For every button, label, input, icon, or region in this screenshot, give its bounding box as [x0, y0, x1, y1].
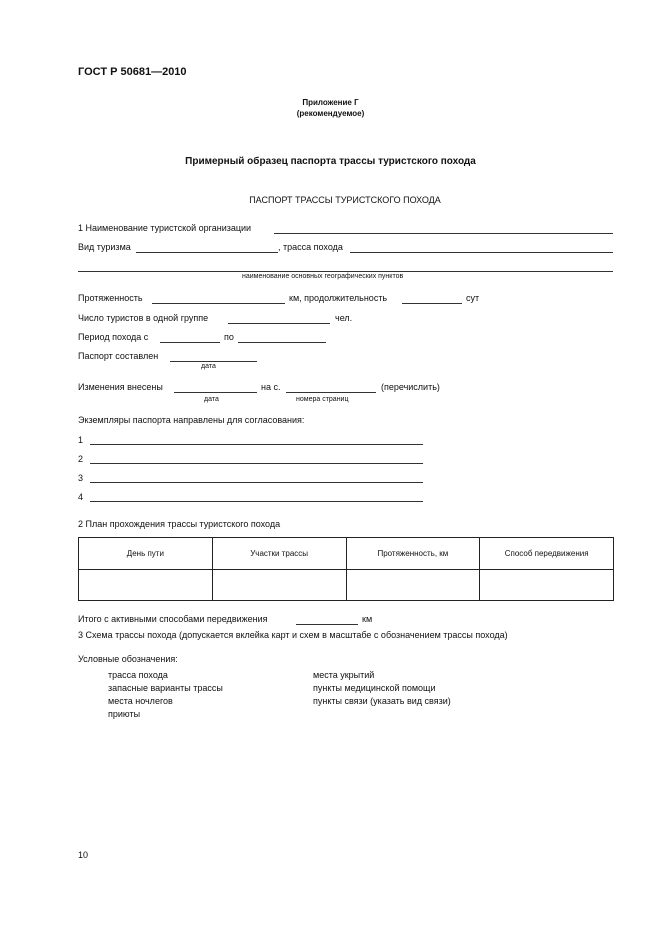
appendix-label: Приложение Г	[302, 98, 359, 107]
legend-item: пункты связи (указать вид связи)	[313, 696, 451, 706]
table-cell[interactable]	[79, 570, 213, 601]
table-cell[interactable]	[480, 570, 614, 601]
group-size-label: Число туристов в одной группе	[78, 313, 209, 323]
list-label: (перечислить)	[381, 382, 440, 392]
legend-title: Условные обозначения:	[78, 654, 178, 664]
compiled-label: Паспорт составлен	[78, 351, 159, 361]
route-label: , трасса похода	[278, 242, 343, 252]
column-header: Участки трассы	[212, 538, 346, 570]
plan-heading: 2 План прохождения трассы туристского похода	[78, 519, 281, 529]
duration-label: км, продолжительность	[289, 293, 388, 303]
copies-intro: Экземпляры паспорта направлены для согласования:	[78, 415, 305, 425]
duration-line[interactable]	[402, 303, 462, 304]
legend-item: пункты медицинской помощи	[313, 683, 436, 693]
copy-line[interactable]	[90, 463, 423, 464]
tourism-type-line[interactable]	[136, 252, 278, 253]
changes-date-caption: дата	[204, 396, 219, 403]
total-unit: км	[362, 614, 373, 624]
compiled-line[interactable]	[170, 361, 257, 362]
copy-number: 3	[78, 473, 84, 483]
points-line[interactable]	[78, 271, 613, 272]
table-cell[interactable]	[212, 570, 346, 601]
document-title: Примерный образец паспорта трассы туристского похода	[185, 156, 476, 167]
column-header: День пути	[79, 538, 213, 570]
legend-item: запасные варианты трассы	[108, 683, 223, 693]
scheme-text: 3 Схема трассы похода (допускается вклейка карт и схем в масштабе с обозначением трассы похода)	[78, 630, 508, 640]
legend-item: трасса похода	[108, 670, 168, 680]
changes-pages-line[interactable]	[286, 392, 376, 393]
table-cell[interactable]	[346, 570, 480, 601]
passport-title: ПАСПОРТ ТРАССЫ ТУРИСТСКОГО ПОХОДА	[249, 195, 441, 205]
copy-line[interactable]	[90, 501, 423, 502]
compiled-date-caption: дата	[201, 363, 216, 370]
tourism-type-label: Вид туризма	[78, 242, 131, 252]
on-page-label: на с.	[261, 382, 281, 392]
route-line[interactable]	[350, 252, 613, 253]
pages-caption: номера страниц	[296, 396, 349, 403]
appendix-status: (рекомендуемое)	[296, 109, 365, 118]
org-label: 1 Наименование туристской организации	[78, 223, 252, 233]
total-line[interactable]	[296, 624, 358, 625]
period-from-line[interactable]	[160, 342, 220, 343]
copy-number: 4	[78, 492, 84, 502]
column-header: Способ передвижения	[480, 538, 614, 570]
group-size-line[interactable]	[228, 323, 330, 324]
legend-item: места ночлегов	[108, 696, 173, 706]
legend-item: приюты	[108, 709, 141, 719]
table-header-row	[79, 538, 614, 570]
length-line[interactable]	[152, 303, 285, 304]
copy-line[interactable]	[90, 444, 423, 445]
copy-number: 1	[78, 435, 84, 445]
copy-line[interactable]	[90, 482, 423, 483]
copy-number: 2	[78, 454, 84, 464]
length-label: Протяженность	[78, 293, 143, 303]
persons-label: чел.	[335, 313, 353, 323]
org-line[interactable]	[274, 233, 613, 234]
total-label: Итого с активными способами передвижения	[78, 614, 268, 624]
legend-item: места укрытий	[313, 670, 375, 680]
changes-label: Изменения внесены	[78, 382, 163, 392]
plan-table	[78, 537, 614, 601]
page-number: 10	[78, 850, 89, 860]
column-header: Протяженность, км	[346, 538, 480, 570]
points-caption: наименование основных географических пунктов	[242, 273, 404, 280]
period-to-line[interactable]	[238, 342, 326, 343]
period-from-label: Период похода с	[78, 332, 149, 342]
days-label: сут	[466, 293, 480, 303]
period-to-label: по	[224, 332, 234, 342]
changes-date-line[interactable]	[174, 392, 257, 393]
standard-number: ГОСТ Р 50681—2010	[78, 66, 187, 78]
table-row	[79, 570, 614, 601]
